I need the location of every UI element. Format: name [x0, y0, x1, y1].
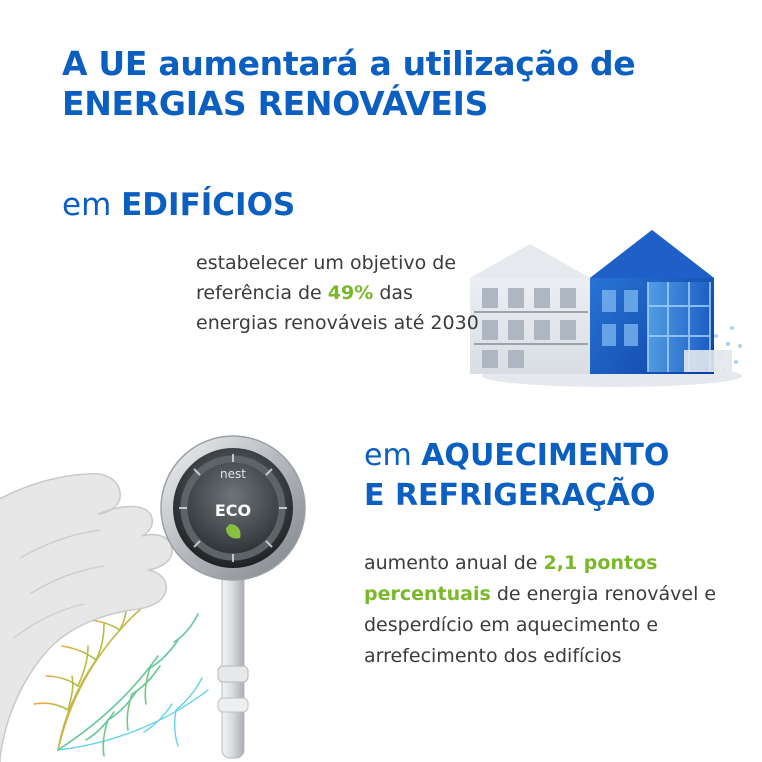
section-buildings-title [62, 186, 295, 224]
section-buildings-title-bold: EDIFÍCIOS [121, 187, 296, 223]
section-heating-body-part1: aumento anual de [364, 552, 544, 574]
section-heating-title [364, 436, 762, 516]
section-buildings-title-light: em [62, 187, 122, 223]
hand-graphic [0, 474, 172, 762]
building-illustration [452, 186, 752, 391]
section-heating-title-bold-1: AQUECIMENTO [421, 438, 670, 473]
section-heating-body [364, 548, 756, 672]
thermostat-illustration [0, 398, 360, 762]
section-heating-body-part2: de energia renovável e desperdício em aquecimento e arrefecimento dos edifícios [364, 583, 717, 667]
thermostat-image [0, 398, 360, 762]
section-buildings-body-part1: estabelecer um objetivo de referência de [196, 252, 457, 304]
thermostat-brand-label: nest [220, 467, 246, 481]
thermostat-dial [161, 436, 305, 580]
section-buildings-highlight: 49% [327, 282, 374, 304]
section-heating-title-light: em [364, 438, 422, 473]
section-heating-title-bold-2: E REFRIGERAÇÃO [364, 478, 656, 513]
headline-line-2: ENERGIAS RENOVÁVEIS [62, 84, 489, 123]
building-image [452, 186, 752, 391]
section-buildings-body-part2: das energias renováveis até 2030 [196, 282, 479, 334]
page-title [62, 44, 722, 124]
thermostat-mode-label: ECO [214, 501, 252, 520]
section-heating-highlight: 2,1 pontos percentuais [364, 552, 658, 605]
section-buildings-body [196, 248, 486, 338]
thermostat-stand [218, 558, 248, 758]
headline-line-1: A UE aumentará a utilização de [62, 44, 636, 83]
